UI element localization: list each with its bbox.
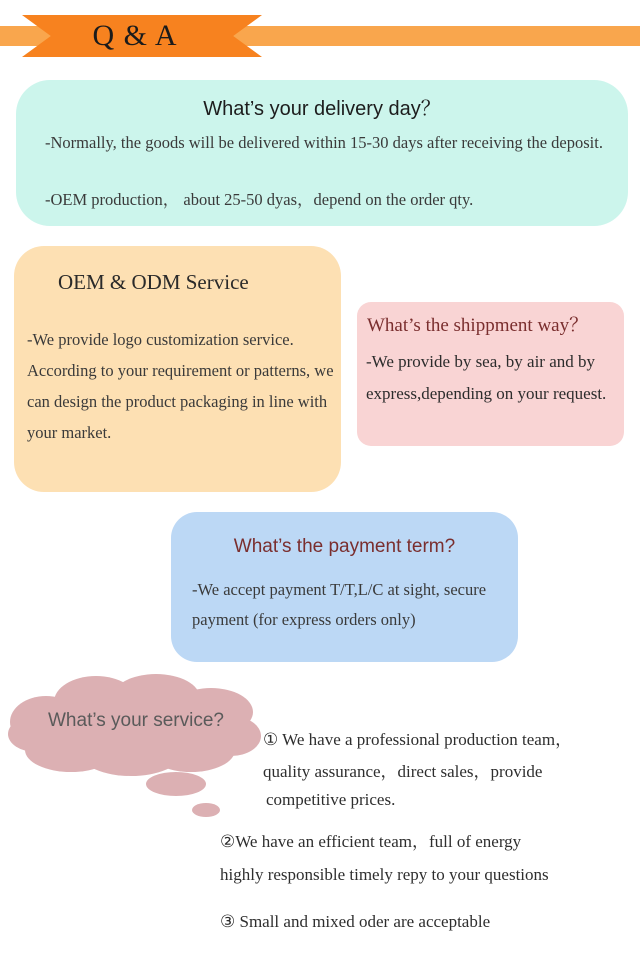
payment-answer: -We accept payment T/T,L/C at sight, secure payment (for express orders only): [192, 580, 487, 629]
delivery-answer-normal: -Normally, the goods will be delivered within 15-30 days after receiving the deposit.: [45, 133, 603, 152]
shipment-answer: -We provide by sea, by air and by express,depending on your request.: [366, 352, 607, 403]
service-item-1-line-3: competitive prices.: [266, 790, 396, 809]
oem-description: -We provide logo customization service. According to your requirement or patterns, we can design the product packaging in line with your market.: [27, 330, 334, 442]
page-title: Q & A: [92, 19, 178, 52]
delivery-question: What’s your delivery day？: [203, 98, 441, 120]
service-question: What’s your service?: [48, 710, 224, 731]
oem-title: OEM & ODM Service: [58, 270, 249, 294]
service-item-3: ③ Small and mixed oder are acceptable: [220, 912, 491, 931]
service-item-1-line-1: ① We have a professional production team，: [263, 730, 573, 749]
service-item-1-line-2: quality assurance，direct sales，provide: [263, 762, 543, 781]
service-item-2-line-1: ②We have an efficient team，full of energy: [220, 832, 522, 851]
delivery-answer-oem: -OEM production， about 25-50 dyas，depend on the order qty.: [45, 190, 474, 209]
payment-question: What’s the payment term?: [233, 536, 456, 557]
thought-cloud-icon: [6, 672, 264, 822]
shipment-question: What’s the shippment way？: [367, 315, 589, 336]
service-item-2-line-2: highly responsible timely repy to your questions: [220, 865, 549, 884]
